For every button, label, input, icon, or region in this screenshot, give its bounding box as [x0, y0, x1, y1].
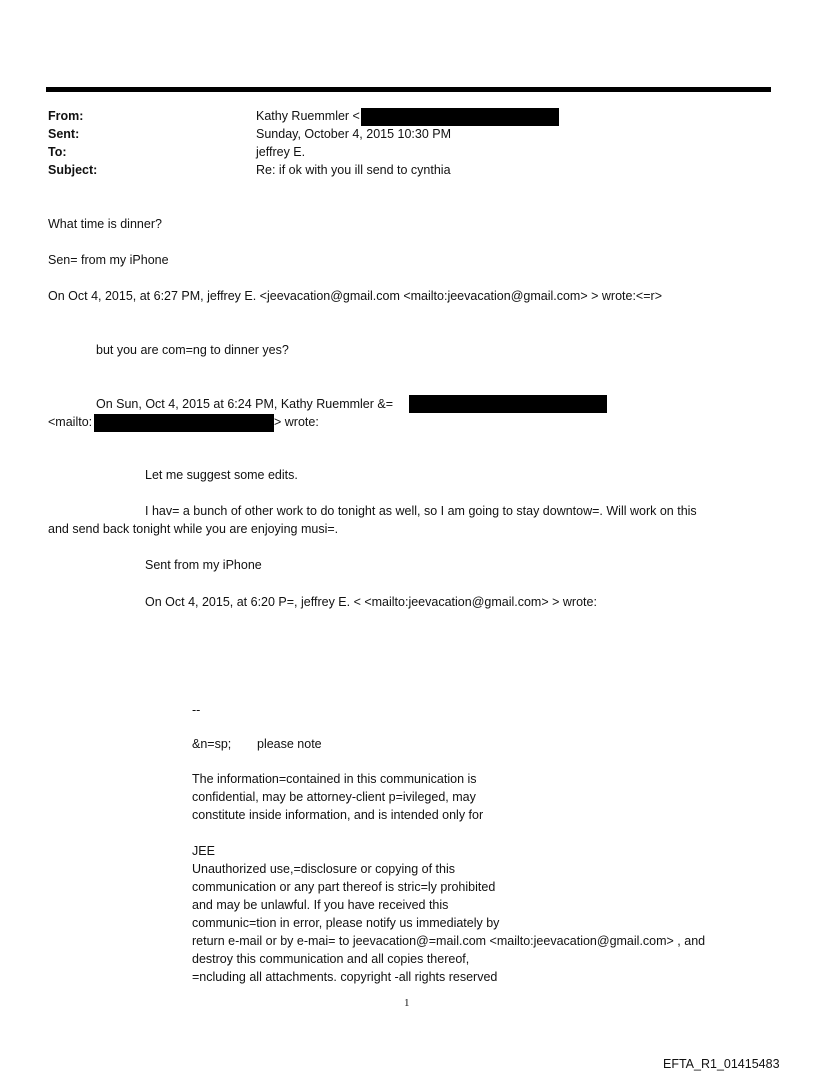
note-prefix: &n=sp;: [192, 737, 232, 751]
disclaimer-line: =ncluding all attachments. copyright -all rights reserved: [192, 970, 498, 984]
body-line: Sen= from my iPhone: [48, 253, 169, 267]
redaction-bar: [361, 108, 559, 126]
disclaimer-line: destroy this communication and all copies thereof,: [192, 952, 470, 966]
body-line: Let me suggest some edits.: [145, 468, 298, 482]
disclaimer-line: communication or any part thereof is stric=ly prohibited: [192, 880, 496, 894]
to-value: jeffrey E.: [256, 145, 306, 159]
body-line: What time is dinner?: [48, 217, 162, 231]
header-rule: [46, 87, 771, 92]
redaction-bar: [94, 414, 274, 432]
subject-label: Subject:: [48, 163, 98, 177]
disclaimer-line: Unauthorized use,=disclosure or copying of this: [192, 862, 455, 876]
from-label: From:: [48, 109, 84, 123]
disclaimer-line: return e-mail or by e-mai= to jeevacation@=mail.com <mailto:jeevacation@gmail.com> , and: [192, 934, 706, 948]
to-label: To:: [48, 145, 67, 159]
body-line: > wrote:: [274, 415, 319, 429]
from-value: Kathy Ruemmler <: [256, 109, 360, 123]
disclaimer-line: confidential, may be attorney-client p=ivileged, may: [192, 790, 476, 804]
body-line: I hav= a bunch of other work to do tonight as well, so I am going to stay downtow=. Will work on this: [145, 504, 697, 518]
body-line: Sent from my iPhone: [145, 558, 262, 572]
sent-label: Sent:: [48, 127, 80, 141]
disclaimer-line: communic=tion in error, please notify us immediately by: [192, 916, 500, 930]
signature-dash: --: [192, 703, 201, 717]
document-id: EFTA_R1_01415483: [663, 1057, 780, 1071]
body-line: On Sun, Oct 4, 2015 at 6:24 PM, Kathy Ruemmler &=: [96, 397, 394, 411]
subject-value: Re: if ok with you ill send to cynthia: [256, 163, 451, 177]
body-line: but you are com=ng to dinner yes?: [96, 343, 289, 357]
disclaimer-line: and may be unlawful. If you have received this: [192, 898, 449, 912]
sent-value: Sunday, October 4, 2015 10:30 PM: [256, 127, 452, 141]
body-line: On Oct 4, 2015, at 6:27 PM, jeffrey E. <jeevacation@gmail.com <mailto:jeevacation@gmail.com> > wrote:<=r>: [48, 289, 662, 303]
disclaimer-line: constitute inside information, and is intended only for: [192, 808, 484, 822]
disclaimer-line: JEE: [192, 844, 215, 858]
note-text: please note: [257, 737, 322, 751]
body-line: and send back tonight while you are enjoying musi=.: [48, 522, 339, 536]
redaction-bar: [409, 395, 607, 413]
page-number: 1: [404, 997, 410, 1009]
body-line: On Oct 4, 2015, at 6:20 P=, jeffrey E. < <mailto:jeevacation@gmail.com> > wrote:: [145, 595, 597, 609]
disclaimer-line: The information=contained in this communication is: [192, 772, 477, 786]
body-line: <mailto:: [48, 415, 93, 429]
